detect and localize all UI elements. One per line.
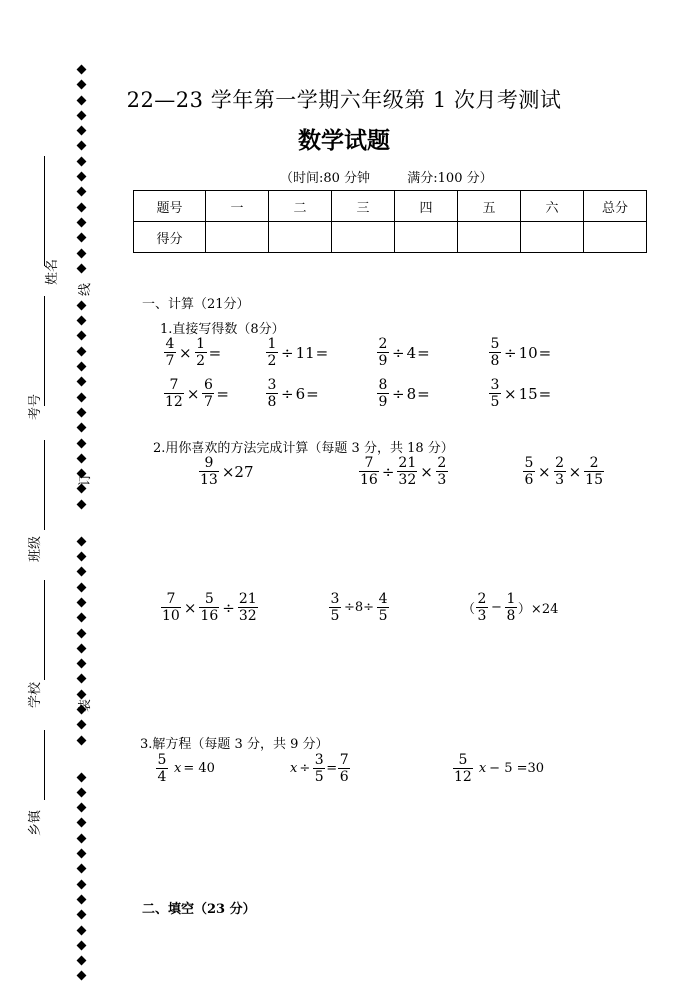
binding-diamond bbox=[77, 316, 87, 326]
fraction: $\frac{7}{6}$ bbox=[339, 752, 349, 785]
binding-diamond bbox=[77, 423, 87, 433]
q1-item: $\frac{5}{8}$ ÷ 10 = bbox=[490, 336, 552, 369]
binding-diamond bbox=[77, 659, 87, 669]
binding-diamond bbox=[77, 864, 87, 874]
q1-item: $\frac{7}{12}$ × $\frac{6}{7}$ = bbox=[165, 377, 229, 410]
fraction: $\frac{4}{5}$ bbox=[378, 591, 388, 624]
binding-diamond bbox=[77, 879, 87, 889]
binding-diamond bbox=[77, 438, 87, 448]
q2-expr-6: （ $\frac{2}{3}$ − $\frac{1}{8}$ ）×24 bbox=[462, 591, 559, 624]
score-input-cell[interactable] bbox=[269, 222, 332, 253]
score-header-cell: 题号 bbox=[134, 191, 206, 222]
fraction: $\frac{5}{16}$ bbox=[200, 591, 219, 624]
score-input-cell[interactable] bbox=[395, 222, 458, 253]
binding-diamond bbox=[77, 172, 87, 182]
q1-item: $\frac{3}{5}$ × 15 = bbox=[490, 377, 552, 410]
score-input-cell[interactable] bbox=[584, 222, 647, 253]
exam-full-score: 满分:100 分） bbox=[407, 171, 493, 186]
q2-expr-4: $\frac{7}{10}$ × $\frac{5}{16}$ ÷ $\frac{21}{32}$ bbox=[162, 591, 257, 624]
score-input-cell[interactable] bbox=[206, 222, 269, 253]
binding-diamond bbox=[77, 895, 87, 905]
q3-equation-2: x ÷ $\frac{3}{5}$ = $\frac{7}{6}$ bbox=[290, 752, 349, 785]
binding-diamond bbox=[77, 849, 87, 859]
score-input-cell[interactable] bbox=[458, 222, 521, 253]
section1-heading: 一、计算（21分） bbox=[142, 297, 250, 312]
q3-equation-1: $\frac{5}{4}$ x = 40 bbox=[157, 752, 215, 785]
margin-field-town bbox=[44, 730, 45, 800]
binding-diamond bbox=[77, 674, 87, 684]
binding-diamond bbox=[77, 818, 87, 828]
binding-diamond bbox=[77, 392, 87, 402]
fraction: $\frac{2}{3}$ bbox=[555, 455, 565, 488]
fraction: $\frac{3}{5}$ bbox=[314, 752, 324, 785]
exam-duration: （时间:80 分钟 bbox=[280, 171, 371, 186]
fraction: $\frac{1}{2}$ bbox=[267, 336, 277, 369]
binding-diamond bbox=[77, 156, 87, 166]
score-header-cell: 六 bbox=[521, 191, 584, 222]
score-table bbox=[133, 190, 647, 253]
fraction: $\frac{5}{6}$ bbox=[524, 455, 534, 488]
q1-item: $\frac{4}{7}$ × $\frac{1}{2}$ = bbox=[165, 336, 222, 369]
binding-mark-bind: 订 bbox=[78, 472, 93, 486]
fraction: $\frac{3}{5}$ bbox=[330, 591, 340, 624]
exam-subtitle: 数学试题 bbox=[298, 127, 390, 154]
score-table-score-row bbox=[134, 222, 647, 253]
time-info bbox=[280, 167, 493, 186]
binding-diamond bbox=[77, 346, 87, 356]
score-header-cell: 总分 bbox=[584, 191, 647, 222]
margin-label-town: 乡镇 bbox=[28, 809, 43, 836]
q1-item: $\frac{8}{9}$ ÷ 8 = bbox=[378, 377, 430, 410]
binding-diamond bbox=[77, 940, 87, 950]
fraction: $\frac{2}{9}$ bbox=[378, 336, 388, 369]
binding-diamond bbox=[77, 956, 87, 966]
binding-diamond bbox=[77, 263, 87, 273]
q1-item: $\frac{3}{8}$ ÷ 6 = bbox=[267, 377, 319, 410]
margin-field-class bbox=[44, 440, 45, 530]
margin-label-number: 考号 bbox=[28, 393, 43, 420]
q2-heading: 2.用你喜欢的方法完成计算（每题 3 分，共 18 分） bbox=[153, 441, 454, 456]
binding-diamond bbox=[77, 65, 87, 75]
q2-expr-2: $\frac{7}{16}$ ÷ $\frac{21}{32}$ × $\frac{2}{3}$ bbox=[360, 455, 447, 488]
score-input-cell[interactable] bbox=[332, 222, 395, 253]
binding-diamond bbox=[77, 300, 87, 310]
score-row-label: 得分 bbox=[134, 222, 206, 253]
q2-expr-5: $\frac{3}{5}$ ÷8÷ $\frac{4}{5}$ bbox=[330, 591, 388, 624]
margin-label-school: 学校 bbox=[28, 681, 43, 708]
binding-diamond bbox=[77, 597, 87, 607]
fraction: $\frac{7}{16}$ bbox=[360, 455, 378, 488]
fraction: $\frac{3}{5}$ bbox=[490, 377, 500, 410]
margin-label-name: 姓名 bbox=[45, 258, 60, 285]
binding-diamond bbox=[77, 552, 87, 562]
fraction: $\frac{4}{7}$ bbox=[165, 336, 175, 369]
q1-heading: 1.直接写得数（8分） bbox=[160, 322, 285, 337]
score-input-cell[interactable] bbox=[521, 222, 584, 253]
fraction: $\frac{5}{8}$ bbox=[490, 336, 500, 369]
binding-diamond bbox=[77, 628, 87, 638]
binding-diamond bbox=[77, 499, 87, 509]
score-header-cell: 五 bbox=[458, 191, 521, 222]
fraction: $\frac{2}{3}$ bbox=[477, 591, 487, 624]
binding-diamond bbox=[77, 377, 87, 387]
fraction: $\frac{9}{13}$ bbox=[200, 455, 218, 488]
binding-diamond bbox=[77, 582, 87, 592]
binding-diamond bbox=[77, 362, 87, 372]
q1-item: $\frac{2}{9}$ ÷ 4 = bbox=[378, 336, 430, 369]
score-table-header-row bbox=[134, 191, 647, 222]
binding-diamond bbox=[77, 218, 87, 228]
binding-diamond bbox=[77, 453, 87, 463]
margin-label-class: 班级 bbox=[28, 535, 43, 562]
binding-diamond bbox=[77, 331, 87, 341]
fraction: $\frac{2}{15}$ bbox=[585, 455, 603, 488]
fraction: $\frac{21}{32}$ bbox=[398, 455, 417, 488]
q2-expr-3: $\frac{5}{6}$ × $\frac{2}{3}$ × $\frac{2}{15}$ bbox=[524, 455, 603, 488]
fraction: $\frac{21}{32}$ bbox=[238, 591, 257, 624]
q2-expr-1: $\frac{9}{13}$ ×27 bbox=[200, 455, 254, 488]
binding-diamond bbox=[77, 202, 87, 212]
fraction: $\frac{3}{8}$ bbox=[267, 377, 277, 410]
q3-equation-3: $\frac{5}{12}$ x − 5 =30 bbox=[454, 752, 545, 785]
score-header-cell: 一 bbox=[206, 191, 269, 222]
binding-diamond bbox=[77, 971, 87, 981]
fraction: $\frac{5}{4}$ bbox=[157, 752, 167, 785]
binding-diamond bbox=[77, 643, 87, 653]
binding-diamond bbox=[77, 536, 87, 546]
binding-diamond bbox=[77, 613, 87, 623]
binding-diamond bbox=[77, 925, 87, 935]
fraction: $\frac{7}{12}$ bbox=[165, 377, 183, 410]
binding-mark-staple: 装 bbox=[78, 698, 93, 712]
binding-diamond bbox=[77, 407, 87, 417]
binding-diamond bbox=[77, 720, 87, 730]
exam-title: 22—23 学年第一学期六年级第 1 次月考测试 bbox=[126, 88, 562, 112]
margin-field-number bbox=[44, 296, 45, 406]
fraction: $\frac{6}{7}$ bbox=[203, 377, 213, 410]
fraction: $\frac{1}{2}$ bbox=[196, 336, 206, 369]
margin-field-name bbox=[44, 156, 45, 266]
binding-diamond bbox=[77, 910, 87, 920]
fraction: $\frac{7}{10}$ bbox=[162, 591, 180, 624]
fraction: $\frac{5}{12}$ bbox=[454, 752, 472, 785]
binding-diamond bbox=[77, 233, 87, 243]
score-header-cell: 三 bbox=[332, 191, 395, 222]
binding-diamond bbox=[77, 735, 87, 745]
binding-diamond bbox=[77, 248, 87, 258]
binding-diamond bbox=[77, 567, 87, 577]
binding-diamond bbox=[77, 772, 87, 782]
score-header-cell: 四 bbox=[395, 191, 458, 222]
binding-diamond bbox=[77, 803, 87, 813]
fraction: $\frac{2}{3}$ bbox=[437, 455, 447, 488]
q3-heading: 3.解方程（每题 3 分，共 9 分） bbox=[140, 737, 329, 752]
binding-diamond-column bbox=[76, 66, 93, 988]
section2-heading: 二、填空（23 分） bbox=[142, 902, 256, 917]
q1-item: $\frac{1}{2}$ ÷ 11 = bbox=[267, 336, 329, 369]
fraction: $\frac{8}{9}$ bbox=[378, 377, 388, 410]
binding-mark-line: 线 bbox=[78, 282, 93, 296]
margin-field-school bbox=[44, 580, 45, 680]
score-header-cell: 二 bbox=[269, 191, 332, 222]
binding-diamond bbox=[77, 833, 87, 843]
fraction: $\frac{1}{8}$ bbox=[506, 591, 516, 624]
binding-diamond bbox=[77, 787, 87, 797]
binding-diamond bbox=[77, 187, 87, 197]
